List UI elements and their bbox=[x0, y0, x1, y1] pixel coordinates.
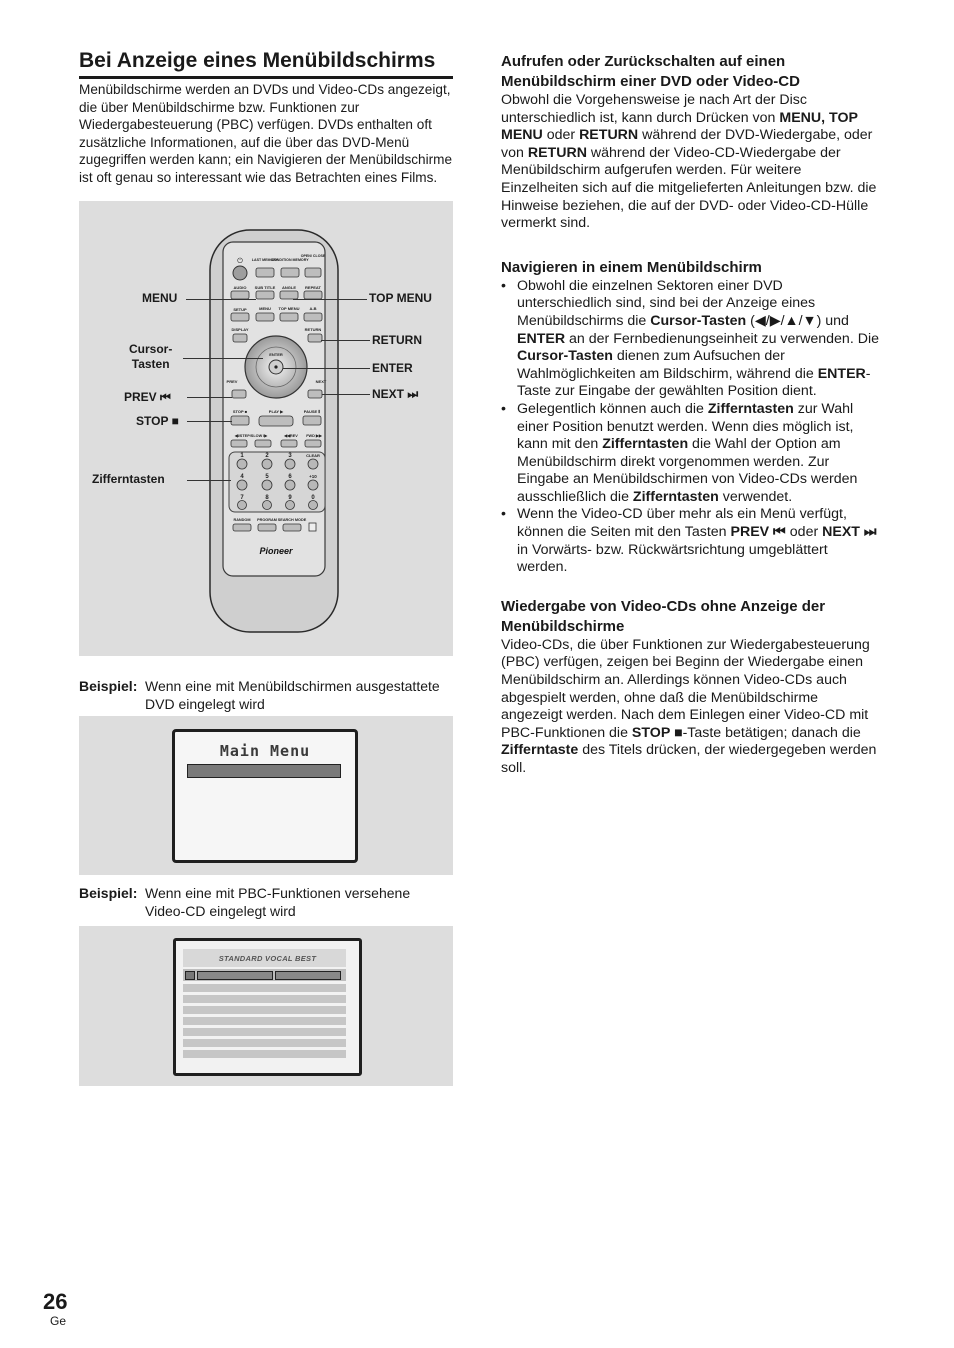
list-item: • Gelegentlich können auch die Zifferntasten zur Wahl einer Position benutzt werden. Wenn dies möglich ist, kann mit den Zifferntasten die Wahl der Option am Menübildschirm direkt vorgenommen werden. Zur Eingabe an Menübildschirmen von Video-CDs werden ausschließlich die Zifferntasten verwendet. bbox=[501, 400, 858, 505]
condition-memory-label: CONDITION MEMORY bbox=[271, 258, 309, 262]
repeat-label: REPEAT bbox=[305, 285, 321, 290]
example-vcd bbox=[79, 885, 455, 921]
example-label: Beispiel: bbox=[79, 885, 138, 901]
mode-icon bbox=[309, 523, 316, 531]
remote-return-label: RETURN bbox=[304, 327, 322, 332]
navigation-bullet-list bbox=[501, 278, 879, 577]
remote-prev-label: PREV bbox=[226, 379, 238, 384]
section-heading-menu-access: Aufrufen oder Zurückschalten auf einen Menübildschirm einer DVD oder Video-CD bbox=[501, 53, 800, 90]
callout-top-menu: TOP MENU bbox=[369, 291, 432, 305]
vcd-list-row bbox=[183, 1005, 346, 1014]
clear-key bbox=[308, 459, 318, 469]
fwd-label: FWD ▶▶ bbox=[306, 434, 322, 438]
power-button bbox=[233, 266, 247, 280]
program-label: PROGRAM bbox=[257, 518, 277, 522]
language-code: Ge bbox=[50, 1314, 67, 1328]
callout-return: RETURN bbox=[372, 333, 422, 347]
digit-key-6 bbox=[285, 480, 295, 490]
menu-button bbox=[256, 313, 274, 321]
pause-button bbox=[303, 416, 321, 425]
vcd-list-row bbox=[183, 994, 346, 1003]
angle-label: ANGLE bbox=[282, 285, 296, 290]
digit-label-8: 8 bbox=[265, 495, 269, 501]
main-menu-title: Main Menu bbox=[219, 742, 311, 760]
vcd-list-row bbox=[183, 1027, 346, 1036]
remote-stop-label: STOP ■ bbox=[232, 409, 248, 414]
power-icon: ⏻ bbox=[237, 257, 243, 265]
pause-label: PAUSE Ⅱ bbox=[303, 409, 321, 414]
stop-button bbox=[231, 416, 249, 425]
callout-line-cursor bbox=[183, 358, 263, 359]
page-title: Bei Anzeige eines Menübildschirms bbox=[79, 48, 453, 79]
step-back-button bbox=[231, 440, 247, 447]
callout-next: NEXT ⏭ bbox=[372, 387, 419, 401]
angle-button bbox=[280, 291, 298, 299]
prev-button bbox=[232, 390, 246, 398]
menu-highlight-bar bbox=[187, 764, 341, 778]
vcd-title: STANDARD VOCAL BEST bbox=[218, 954, 317, 963]
vcd-list-row bbox=[183, 1049, 346, 1058]
next-button bbox=[308, 390, 322, 398]
callout-prev: PREV ⏮ bbox=[124, 390, 171, 404]
top-menu-button bbox=[280, 313, 298, 321]
ab-button bbox=[304, 313, 322, 321]
digit-label-4: 4 bbox=[240, 474, 244, 480]
vcd-bar-left bbox=[197, 971, 273, 980]
digit-label-3: 3 bbox=[288, 453, 292, 459]
play-label: PLAY ▶ bbox=[268, 409, 284, 414]
callout-line-next bbox=[322, 394, 370, 395]
program-button bbox=[258, 524, 276, 531]
open-close-label: OPEN/ CLOSE bbox=[300, 254, 326, 258]
plus10-key bbox=[308, 480, 318, 490]
digit-label-6: 6 bbox=[288, 474, 292, 480]
search-mode-button bbox=[283, 524, 301, 531]
callout-line-return bbox=[321, 340, 370, 341]
callout-menu: MENU bbox=[142, 291, 178, 305]
ab-label: A-B bbox=[309, 306, 317, 311]
condition-memory-button bbox=[281, 268, 299, 277]
callout-line-menu bbox=[186, 299, 256, 300]
subtitle-label: SUB TITLE bbox=[254, 285, 276, 290]
list-item: • Wenn the Video-CD über mehr als ein Menü verfügt, können die Seiten mit den Tasten PREV ⏮ oder NEXT ⏭ in Vorwärts- bzw. Rückwärtsrichtung umgeblättert werden. bbox=[501, 506, 877, 576]
plus10-label: +10 bbox=[309, 474, 317, 479]
digit-key-3 bbox=[285, 459, 295, 469]
remote-next-label: NEXT bbox=[315, 379, 327, 384]
clear-label: CLEAR bbox=[306, 453, 320, 458]
tv-screen bbox=[173, 938, 362, 1076]
vcd-list-row bbox=[183, 1038, 346, 1047]
step-fwd-button bbox=[255, 440, 271, 447]
digit-key-9 bbox=[286, 501, 295, 510]
remote-menu-label: MENU bbox=[259, 306, 271, 311]
section-heading-navigation: Navigieren in einem Menübildschirm bbox=[501, 258, 762, 276]
callout-line-stop bbox=[187, 421, 232, 422]
setup-button bbox=[231, 313, 249, 321]
section-paragraph-vcd-without-menu: Video-CDs, die über Funktionen zur Wiedergabesteuerung (PBC) verfügen, zeigen bei Beginn der Wiedergabe einen Menübildschirm an. Allerdings können Video-CDs auch abgespielt werden, ohne daß die Menübildschirme angezeigt werden. Nach dem Einlegen einer Video-CD mit PBC-Funktionen die STOP ■-Taste betätigen; danach die Zifferntaste des Titels drücken, der wiedergegeben werden soll. bbox=[501, 636, 877, 776]
callout-digits: Zifferntasten bbox=[92, 472, 165, 486]
callout-cursor bbox=[129, 342, 172, 372]
setup-label: SETUP bbox=[233, 307, 247, 312]
display-button bbox=[233, 334, 247, 342]
callout-line-prev bbox=[187, 397, 232, 398]
subtitle-button bbox=[256, 291, 274, 299]
digit-key-7 bbox=[238, 501, 247, 510]
vcd-header-row bbox=[183, 969, 346, 981]
page-number: 26 bbox=[43, 1289, 68, 1314]
brand-logo: Pioneer bbox=[259, 546, 293, 556]
example-dvd bbox=[79, 678, 455, 714]
list-item: • Obwohl die einzelnen Sektoren einer DVD unterschiedlich sind, sind bei der Anzeige eines Menübildschirms die Cursor-Tasten (◀/▶/▲/▼) und ENTER an der Fernbedienungseinheit zu verwenden. Die Cursor-Tasten dienen zum Aufsuchen der Wahlmöglichkeiten am Bildschirm, während die ENTER-Taste zur Eingabe der gewählten Position dient. bbox=[501, 277, 879, 400]
vcd-bar-right bbox=[275, 971, 341, 980]
digit-key-2 bbox=[262, 459, 272, 469]
vcd-list-row bbox=[183, 983, 346, 992]
audio-label: AUDIO bbox=[233, 285, 247, 290]
remote-top-menu-label: TOP MENU bbox=[278, 306, 300, 311]
random-label: RANDOM bbox=[233, 518, 251, 522]
callout-cursor-line1: Cursor- bbox=[129, 342, 173, 356]
last-memory-label: LAST MEMORY bbox=[251, 258, 279, 262]
digit-label-2: 2 bbox=[265, 453, 269, 459]
callout-cursor-line2: Tasten bbox=[131, 357, 170, 371]
digit-label-0: 0 bbox=[311, 495, 315, 501]
callout-enter: ENTER bbox=[372, 361, 413, 375]
vcd-list-row bbox=[183, 1016, 346, 1025]
right-column bbox=[501, 52, 879, 778]
digit-key-5 bbox=[262, 480, 272, 490]
open-close-button bbox=[305, 268, 321, 277]
intro-paragraph: Menübildschirme werden an DVDs und Video-CDs angezeigt, die über Menübildschirme bzw. Funktionen zur Wiedergabesteuerung (PBC) verfügen. DVDs enthalten oft zusätzliche Informationen, auf die über das DVD-Menü zugegriffen werden kann; ein Navigieren der Menübildschirme ist oft genau so interessant wie das Betrachten eines Films. bbox=[79, 82, 453, 185]
digit-key-0 bbox=[309, 501, 318, 510]
digit-key-4 bbox=[237, 480, 247, 490]
callout-line-top-menu bbox=[293, 299, 367, 300]
digit-label-1: 1 bbox=[240, 453, 244, 459]
repeat-button bbox=[304, 291, 322, 299]
vcd-selection-box bbox=[185, 971, 195, 980]
section-paragraph-menu-access: Obwohl die Vorgehensweise je nach Art der Disc unterschiedlich ist, kann durch Drücken von MENU, TOP MENU oder RETURN während der DVD-Wiedergabe, oder von RETURN während der Video-CD-Wiedergabe der Menübildschirm aufgerufen werden. Für weitere Einzelheiten sich auf die mitgelieferten Anleitungen bzw. die Hinweise beziehen, die auf der DVD- oder Video-CD-Hülle vermerkt sind. bbox=[501, 92, 877, 232]
example-label: Beispiel: bbox=[79, 678, 138, 694]
play-button bbox=[259, 416, 293, 426]
dvd-menu-figure bbox=[79, 716, 453, 875]
remote-enter-label: ENTER bbox=[269, 352, 283, 357]
enter-dot bbox=[274, 365, 277, 368]
digit-key-1 bbox=[237, 459, 247, 469]
fwd-button bbox=[305, 440, 321, 447]
section-heading-vcd-without-menu: Wiedergabe von Video-CDs ohne Anzeige der Menübildschirme bbox=[501, 597, 826, 635]
callout-line-digits bbox=[187, 480, 231, 481]
remote-control-figure bbox=[79, 201, 453, 656]
last-memory-button bbox=[256, 268, 274, 277]
tv-screen bbox=[172, 729, 358, 863]
return-button bbox=[308, 334, 322, 342]
callout-line-enter bbox=[283, 368, 370, 369]
step-slow-label: ◀I/STEP/SLOW I▶ bbox=[234, 434, 268, 438]
example-text: Wenn eine mit PBC-Funktionen versehene Video-CD eingelegt wird bbox=[145, 885, 411, 919]
audio-button bbox=[231, 291, 249, 299]
digit-label-9: 9 bbox=[288, 495, 292, 501]
rev-button bbox=[281, 440, 297, 447]
search-mode-label: SEARCH MODE bbox=[277, 518, 307, 522]
callout-stop: STOP ■ bbox=[136, 414, 179, 428]
vcd-menu-figure bbox=[79, 926, 453, 1086]
digit-label-5: 5 bbox=[265, 474, 269, 480]
example-text: Wenn eine mit Menübildschirmen ausgestattete DVD eingelegt wird bbox=[145, 678, 440, 712]
digit-key-8 bbox=[263, 501, 272, 510]
random-button bbox=[233, 524, 251, 531]
rev-label: ◀◀REV bbox=[284, 434, 298, 438]
digit-label-7: 7 bbox=[240, 495, 244, 501]
display-label: DISPLAY bbox=[231, 327, 249, 332]
